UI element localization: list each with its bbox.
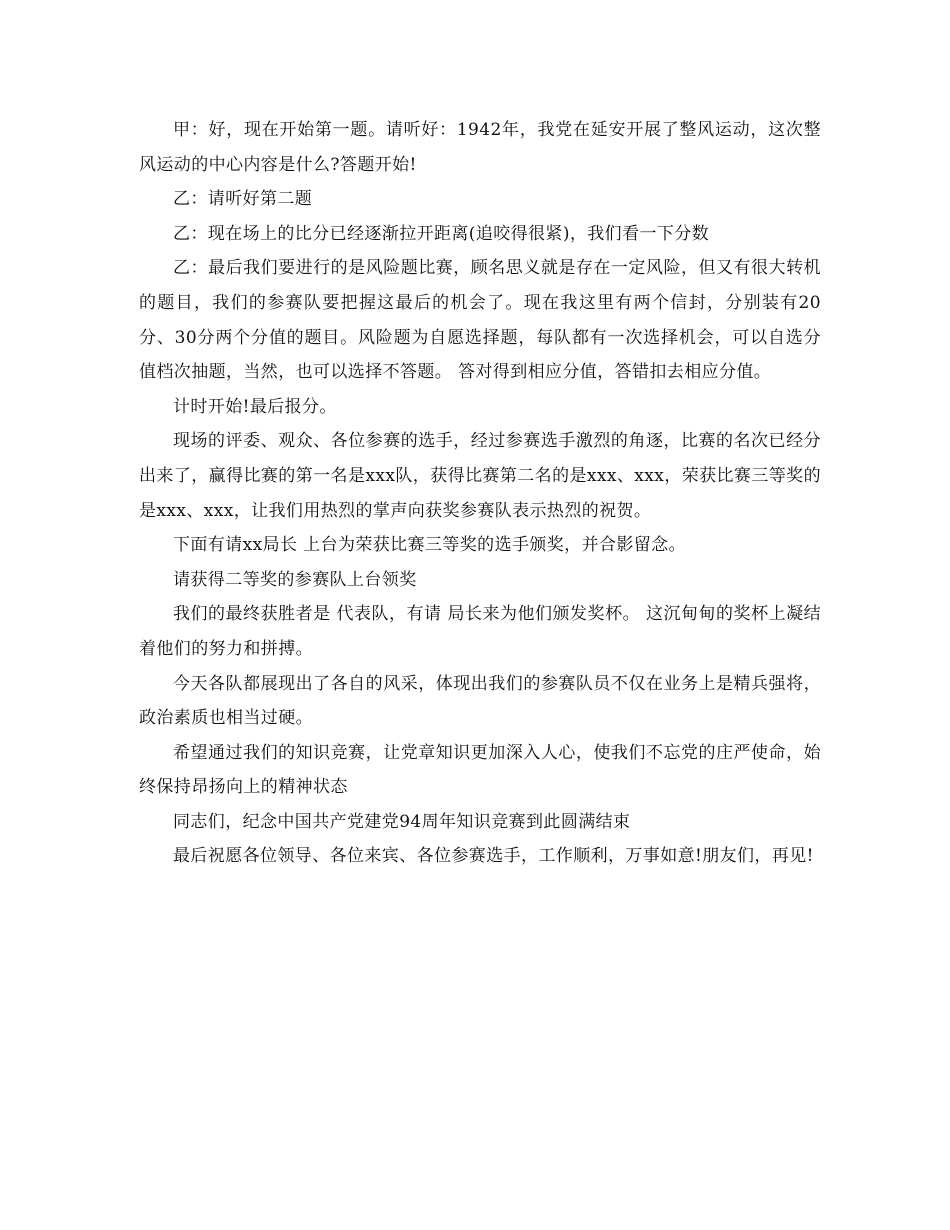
paragraph-third-prize: 下面有请xx局长 上台为荣获比赛三等奖的选手颁奖，并合影留念。 bbox=[173, 535, 686, 556]
paragraph-risk-round: 乙：最后我们要进行的是风险题比赛，顾名思义就是存在一定风险，但又有很大转机的题目，我们的参赛队要把握这最后的机会了。现在我这里有两个信封，分别装有20分、30分两个分值的题目。风险题为自愿选择题，每队都有一次选择机会，可以自选分值档次抽题，当然，也可以选择不答题。 答对得到相应分值，答错扣去相应分值。 bbox=[139, 258, 821, 383]
paragraph-score-check: 乙：现在场上的比分已经逐渐拉开距离(追咬得很紧)，我们看一下分数 bbox=[173, 223, 710, 244]
paragraph-winner: 我们的最终获胜者是 代表队，有请 局长来为他们颁发奖杯。 这沉甸甸的奖杯上凝结着他们的努力和拼搏。 bbox=[139, 604, 821, 659]
paragraph-second-prize: 请获得二等奖的参赛队上台领奖 bbox=[173, 569, 417, 590]
paragraph-question-two: 乙：请听好第二题 bbox=[173, 189, 313, 210]
paragraph-farewell: 最后祝愿各位领导、各位来宾、各位参赛选手，工作顺利，万事如意!朋友们，再见! bbox=[173, 846, 814, 867]
paragraph-results: 现场的评委、观众、各位参赛的选手，经过参赛选手激烈的角逐，比赛的名次已经分出来了，赢得比赛的第一名是xxx队，获得比赛第二名的是xxx、xxx，荣获比赛三等奖的是xxx、xxx，让我们用热烈的掌声向获奖参赛队表示热烈的祝贺。 bbox=[139, 431, 821, 521]
paragraph-timer: 计时开始!最后报分。 bbox=[173, 396, 337, 417]
paragraph-question-one: 甲：好，现在开始第一题。请听好：1942年，我党在延安开展了整风运动，这次整风运动的中心内容是什么?答题开始! bbox=[139, 120, 821, 175]
document-body bbox=[139, 113, 821, 874]
paragraph-hope: 希望通过我们的知识竞赛，让党章知识更加深入人心，使我们不忘党的庄严使命，始终保持昂扬向上的精神状态 bbox=[139, 742, 821, 798]
paragraph-closing: 同志们，纪念中国共产党建党94周年知识竞赛到此圆满结束 bbox=[173, 811, 631, 832]
paragraph-team-praise: 今天各队都展现出了各自的风采，体现出我们的参赛队员不仅在业务上是精兵强将，政治素质也相当过硬。 bbox=[139, 673, 821, 729]
